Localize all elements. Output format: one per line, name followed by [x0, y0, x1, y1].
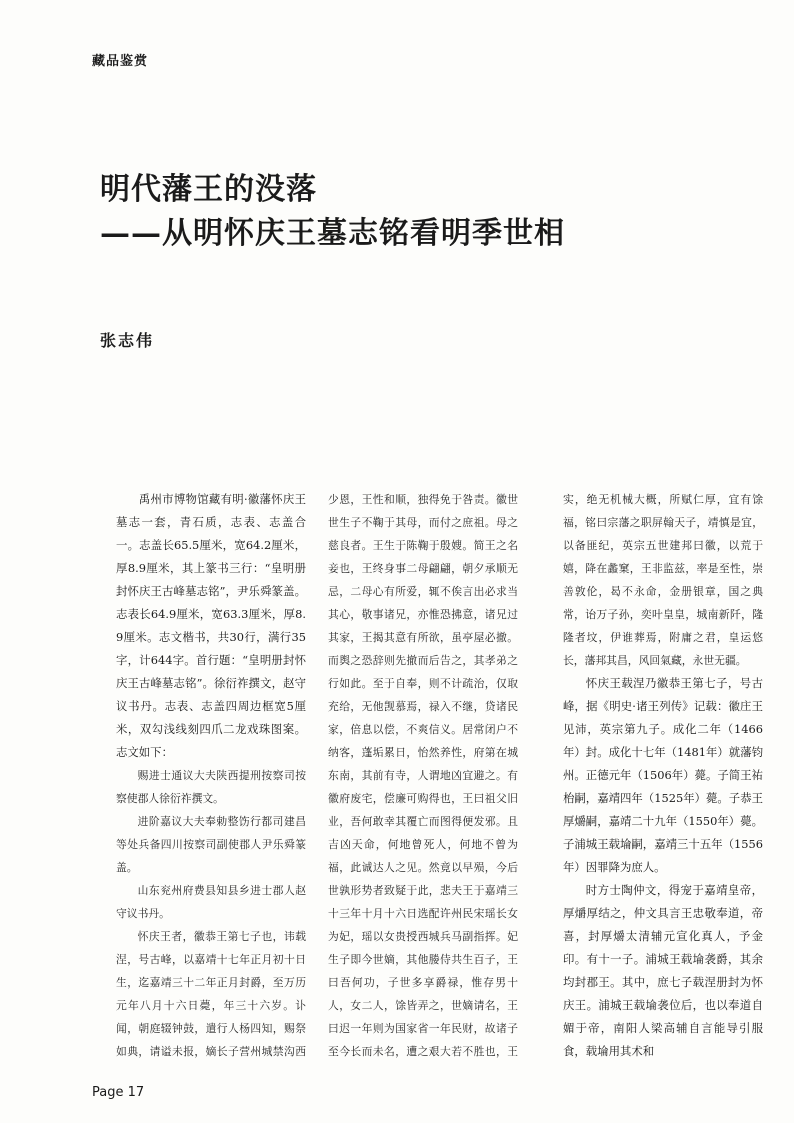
paragraph: 怀庆王载涅乃徽恭王第七子，号古峰，据《明史·诸王列传》记载：徽庄王见沛，英宗第九子。成化二年（1466年）封。成化十七年（1481年）就藩钧州。正德元年（1506年）薨。子简王祐枱嗣，嘉靖四年（1525年）薨。子恭王厚爝嗣，嘉靖二十九年（1550年）薨。子浦城王载埨嗣，嘉靖三十五年（1556年）因罪降为庶人。	[563, 676, 763, 874]
inscription-paragraph: 少恩，王性和顺，独得免于咎责。徽世世生子不鞠于其母，而付之庶祖。母之慈良者。王生于陈鞠于殷嫂。简王之名妾也，王终身事二母翩翩，朝夕承顺无忌，二母心有所爱，辄不俟言出必求当其心，敬事诸兄，亦惟恐拂意，诸兄过其家，王揭其意有所欲，虽亭屋必撤。而舆之恐辞则先撤而后告之，其孝弟之行如此。至于自奉，则不计疏治，仅取充给，无他觊慕焉，禄入不继，贷诸民家，倍息以偿，不爽信义。居常闭户不纳客，蓬垢累日，怡然养性，府第在城东南，其前有寺，人谓地凶宜避之。有徽府废宅，偿廉可购得也，王曰祖父旧业，吾何敢幸其覆亡而图得便发邪。且吉凶天命，何地曾死人，何地不曾为福，此诚达人之见。然竟以早殒，今后世孰形势者致疑于此，悲夫王于嘉靖三十三年十月十六日选配许州民宋瑶长女为妃，瑶以女贵授西城兵马副指挥。妃生子即今世嫡，其他媵侍共生百子，王曰吾何功，子世多享爵禄，惟存男十人，女二人，馀皆弄之，世嫡请名，王曰迟一年则为国家省一年民财，故诸子至今长而未名，遭之艰大若不胜也，王	[328, 493, 518, 1058]
inscription-paragraph: 实，绝无机械大概，所赋仁厚，宜有馀福，铭曰宗藩之职屏翰天子，靖慎是宜，以备匪纪，英宗五世建邦曰徽，以荒于嬉，降在蠡窠，王非监兹，率是至性，崇善敦伦，曷不永命，金册银章，国之典常，诒万子孙，奕叶皇皇，城南新阡，隆隆者坟，伊谁葬焉，附庸之君，皇运悠长，藩邦其昌，风回氣藏，永世无疆。	[563, 493, 763, 667]
paragraph: 时方士陶仲文，得宠于嘉靖皇帝，厚爝厚结之，仲文具言王忠敬奉道，帝喜，封厚爝太清辅元宣化真人，予金印。有十一子。浦城王载埨袭爵，其余均封郡王。其中，庶七子载涅册封为怀庆王。浦城王载埨袭位后，也以奉道自媚于帝，南阳人梁高辅自言能导引服食，载埨用其术和	[563, 883, 763, 1058]
page-number: Page 17	[92, 1085, 145, 1100]
column-3	[563, 488, 763, 1068]
author-name: 张志伟	[100, 331, 155, 350]
inscription-paragraph: 山东兖州府费县知县乡进士郡人赵守议书丹。	[116, 884, 306, 920]
column-2	[328, 488, 518, 1068]
title-line-2: ——从明怀庆王墓志铭看明季世相	[100, 216, 565, 251]
inscription-paragraph: 怀庆王者，徽恭王第七子也，讳载涅，号古峰，以嘉靖十七年正月初十日生，迄嘉靖三十二年正月封爵，至万历元年八月十六日薨，年三十六岁。讣闻，朝庭辍钟鼓，遣行人杨四知，赐祭如典，请谥未报，嫡长子营州城禁沟西	[116, 930, 306, 1058]
column-1	[116, 488, 306, 1068]
inscription-paragraph: 进阶嘉议大夫奉勅整饬行都司建昌等处兵备四川按察司副使郡人尹乐舜篆盖。	[116, 815, 306, 874]
body-columns	[0, 488, 794, 1068]
inscription-paragraph: 赐进士通议大夫陕西提刑按察司按察使郡人徐衍祚撰文。	[116, 769, 306, 805]
paragraph: 禹州市博物馆藏有明·徽藩怀庆王墓志一套，青石质，志表、志盖合一。志盖长65.5厘米，宽64.2厘米，厚8.9厘米，其上篆书三行：“皇明册封怀庆王古峰墓志铭”，尹乐舜篆盖。志表长64.9厘米，宽63.3厘米，厚8.9厘米。志文楷书，共30行，满行35字，计644字。首行题：“皇明册封怀庆王古峰墓志铭”。徐衍祚撰文，赵守议书丹。志表、志盖四周边框宽5厘米，双勾浅线刻四爪二龙戏珠图案。志文如下：	[116, 492, 306, 759]
section-tag: 藏品鉴赏	[92, 54, 149, 69]
article-title	[100, 168, 740, 256]
title-line-1: 明代藩王的没落	[100, 172, 317, 207]
